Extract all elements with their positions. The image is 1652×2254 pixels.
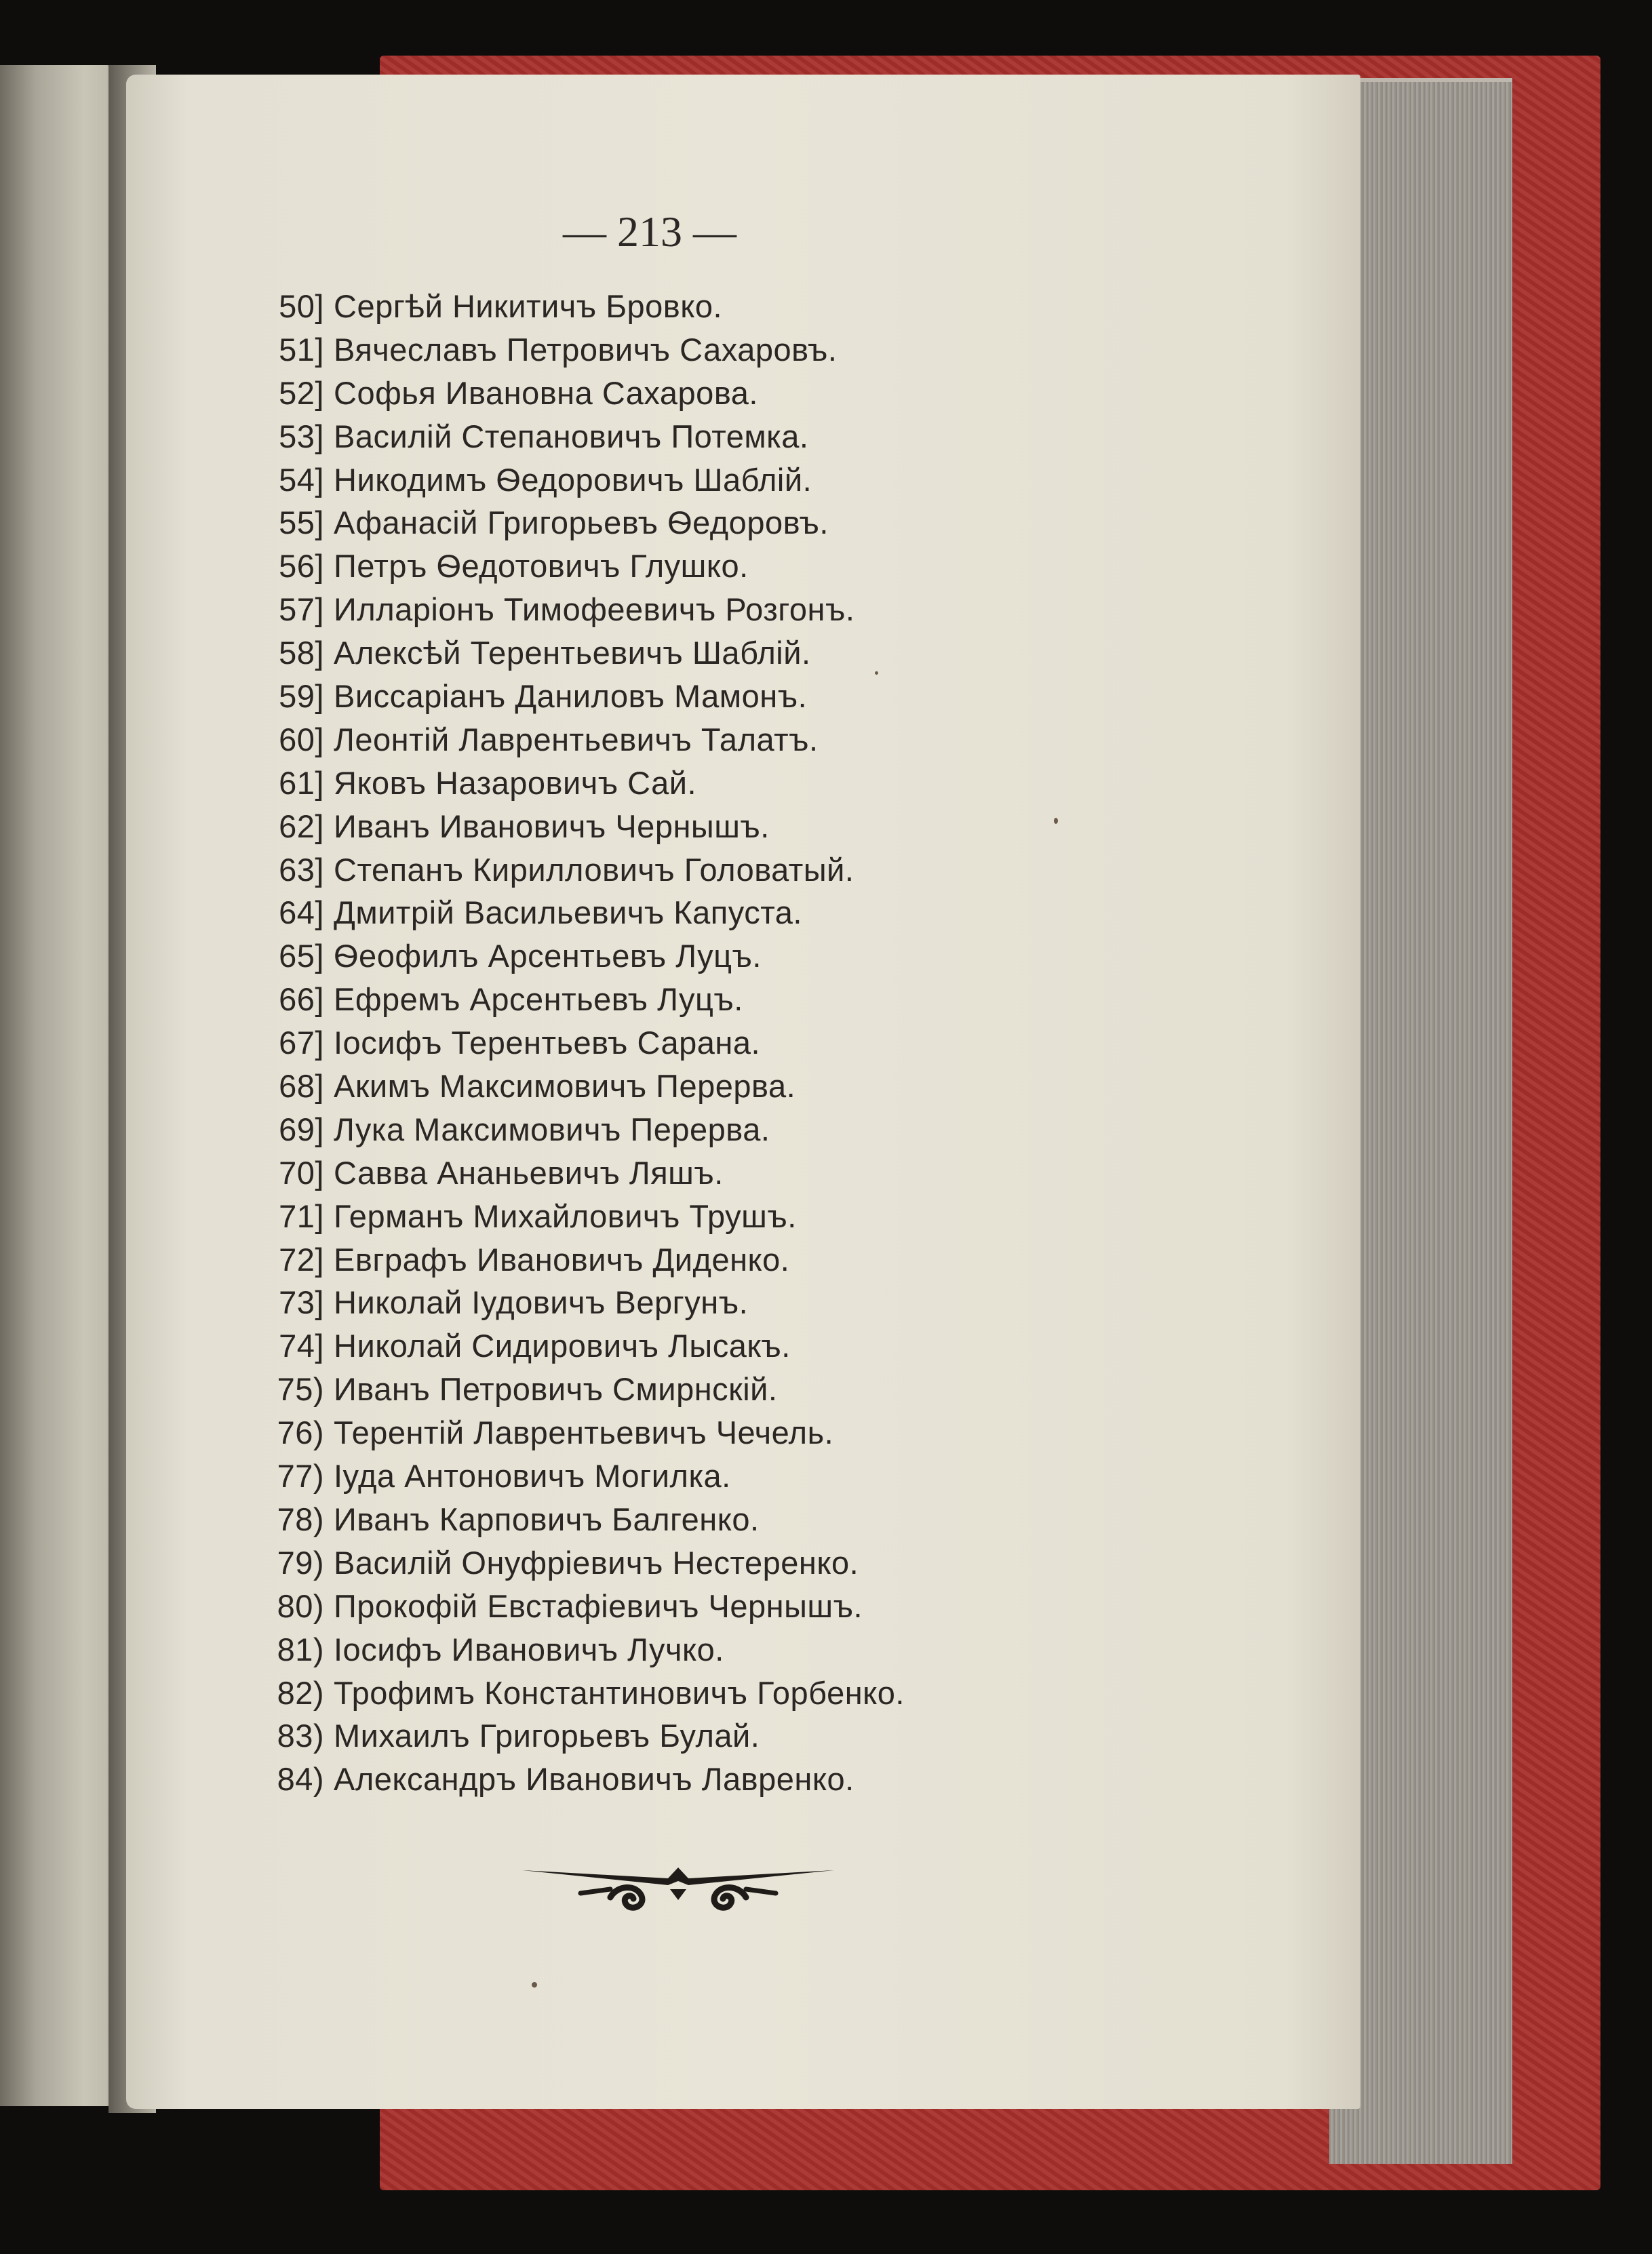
- list-item: [237, 891, 905, 934]
- entry-name: Іосифъ Терентьевъ Сарана.: [334, 1025, 761, 1061]
- list-item: [237, 1714, 905, 1758]
- entry-name: Степанъ Кирилловичъ Головатый.: [334, 851, 854, 888]
- list-item: [237, 285, 905, 328]
- entry-name: Василій Онуфріевичъ Нестеренко.: [334, 1544, 859, 1581]
- list-item: [237, 718, 905, 762]
- entry-name: Вячеславъ Петровичъ Сахаровъ.: [334, 331, 838, 368]
- entry-number: 74]: [279, 1328, 324, 1364]
- ornament-divider-icon: [515, 1858, 841, 1919]
- entry-number: 76): [277, 1415, 324, 1451]
- entry-name: Прокофій Евстафіевичъ Чернышъ.: [334, 1587, 863, 1624]
- entry-number: 56]: [279, 548, 324, 585]
- list-item: [237, 1238, 905, 1282]
- list-item: [237, 588, 905, 631]
- ink-speck: [875, 671, 878, 675]
- list-item: [237, 1281, 905, 1324]
- list-item: [237, 1065, 905, 1108]
- entry-name: Петръ Ѳедотовичъ Глушко.: [334, 548, 749, 585]
- entry-name: Николай Іудовичъ Вергунъ.: [334, 1284, 749, 1321]
- list-item: [237, 415, 905, 458]
- entry-number: 78): [277, 1501, 324, 1537]
- list-item: [237, 1195, 905, 1238]
- entry-name: Терентій Лаврентьевичъ Чечель.: [334, 1415, 834, 1451]
- entry-number: 59]: [279, 678, 324, 715]
- entry-name: Михаилъ Григорьевъ Булай.: [334, 1718, 760, 1754]
- entry-number: 50]: [279, 288, 324, 324]
- entry-number: 62]: [279, 808, 324, 844]
- entry-name: Трофимъ Константиновичъ Горбенко.: [334, 1674, 905, 1711]
- entry-name: Виссаріанъ Даниловъ Мамонъ.: [334, 678, 808, 715]
- list-item: [237, 631, 905, 675]
- page-number: — 213 —: [563, 207, 736, 256]
- list-item: [237, 848, 905, 892]
- entry-name: Сергѣй Никитичъ Бровко.: [334, 288, 723, 324]
- list-item: [237, 934, 905, 978]
- entry-number: 83): [277, 1718, 324, 1754]
- entry-number: 65]: [279, 938, 324, 974]
- entry-name: Василій Степановичъ Потемка.: [334, 418, 809, 454]
- list-item: [237, 805, 905, 848]
- list-item: [237, 978, 905, 1021]
- list-item: [237, 1411, 905, 1455]
- entry-name: Софья Ивановна Сахарова.: [334, 374, 758, 411]
- entry-number: 66]: [279, 981, 324, 1018]
- entry-number: 69]: [279, 1111, 324, 1147]
- entry-number: 63]: [279, 851, 324, 888]
- entry-number: 72]: [279, 1241, 324, 1278]
- list-item: [237, 1585, 905, 1628]
- list-item: [237, 1368, 905, 1411]
- entry-number: 53]: [279, 418, 324, 454]
- left-page: [0, 65, 121, 2106]
- entry-number: 79): [277, 1544, 324, 1581]
- entry-number: 54]: [279, 461, 324, 498]
- entry-number: 71]: [279, 1198, 324, 1234]
- list-item: [237, 1758, 905, 1801]
- entry-name: Леонтій Лаврентьевичъ Талатъ.: [334, 721, 819, 757]
- entry-name: Іуда Антоновичъ Могилка.: [334, 1458, 731, 1495]
- list-item: [237, 1455, 905, 1498]
- list-item: [237, 501, 905, 545]
- entry-name: Иванъ Петровичъ Смирнскій.: [334, 1371, 778, 1408]
- list-item: [237, 1541, 905, 1585]
- entry-name: Лука Максимовичъ Перерва.: [334, 1111, 770, 1147]
- list-item: [237, 762, 905, 805]
- list-item: [237, 1324, 905, 1368]
- ink-speck: [1054, 818, 1058, 824]
- entry-number: 80): [277, 1587, 324, 1624]
- entry-number: 55]: [279, 505, 324, 541]
- entry-number: 51]: [279, 331, 324, 368]
- entry-number: 82): [277, 1674, 324, 1711]
- list-item: [237, 1498, 905, 1541]
- entry-name: Дмитрій Васильевичъ Капуста.: [334, 894, 802, 931]
- entry-number: 61]: [279, 764, 324, 801]
- entry-number: 52]: [279, 374, 324, 411]
- entry-number: 64]: [279, 894, 324, 931]
- entry-name: Илларіонъ Тимофеевичъ Розгонъ.: [334, 591, 855, 628]
- list-item: [237, 545, 905, 588]
- entry-number: 84): [277, 1761, 324, 1798]
- list-item: [237, 1151, 905, 1195]
- entry-name: Германъ Михайловичъ Трушъ.: [334, 1198, 797, 1234]
- entry-name: Ѳеофилъ Арсентьевъ Луцъ.: [334, 938, 762, 974]
- entry-name: Николай Сидировичъ Лысакъ.: [334, 1328, 791, 1364]
- list-item: [237, 1628, 905, 1672]
- entry-name: Афанасій Григорьевъ Ѳедоровъ.: [334, 505, 829, 541]
- entry-number: 67]: [279, 1025, 324, 1061]
- entry-number: 60]: [279, 721, 324, 757]
- list-item: [237, 1021, 905, 1065]
- entry-name: Алексѣй Терентьевичъ Шаблій.: [334, 635, 811, 671]
- list-item: [237, 328, 905, 372]
- entry-number: 77): [277, 1458, 324, 1495]
- entry-number: 75): [277, 1371, 324, 1408]
- name-list: [237, 285, 905, 1801]
- entry-name: Александръ Ивановичъ Лавренко.: [334, 1761, 854, 1798]
- entry-number: 70]: [279, 1154, 324, 1191]
- entry-name: Акимъ Максимовичъ Перерва.: [334, 1068, 796, 1105]
- entry-number: 58]: [279, 635, 324, 671]
- entry-name: Евграфъ Ивановичъ Диденко.: [334, 1241, 790, 1278]
- entry-name: Яковъ Назаровичъ Сай.: [334, 764, 697, 801]
- entry-number: 73]: [279, 1284, 324, 1321]
- entry-name: Іосифъ Ивановичъ Лучко.: [334, 1631, 724, 1667]
- entry-name: Ефремъ Арсентьевъ Луцъ.: [334, 981, 743, 1018]
- entry-name: Никодимъ Ѳедоровичъ Шаблій.: [334, 461, 812, 498]
- entry-number: 81): [277, 1631, 324, 1667]
- list-item: [237, 1108, 905, 1151]
- list-item: [237, 1672, 905, 1715]
- entry-name: Иванъ Ивановичъ Чернышъ.: [334, 808, 770, 844]
- list-item: [237, 458, 905, 502]
- entry-name: Иванъ Карповичъ Балгенко.: [334, 1501, 760, 1537]
- list-item: [237, 675, 905, 718]
- entry-name: Савва Ананьевичъ Ляшъ.: [334, 1154, 724, 1191]
- list-item: [237, 372, 905, 415]
- ink-speck: [532, 1982, 537, 1988]
- entry-number: 57]: [279, 591, 324, 628]
- entry-number: 68]: [279, 1068, 324, 1105]
